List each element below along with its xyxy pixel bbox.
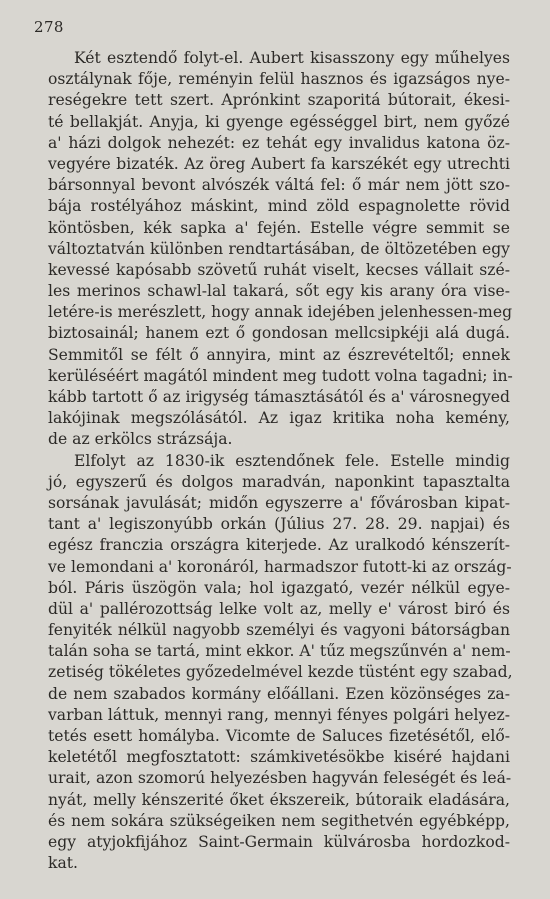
text-line: tant a' legiszonyúbb orkán (Július 27. 28. 29. napjai) és <box>48 515 510 534</box>
text-line: té bellakját. Anyja, ki gyenge egésséggel birt, nem győzé <box>48 112 510 131</box>
text-line: és nem sokára szükségeiken nem segithetvén egyébképp, <box>48 811 510 830</box>
text-line: vegyére bizaték. Az öreg Aubert fa karszékét egy utrechti <box>48 154 510 173</box>
paragraph-2 <box>48 451 513 875</box>
text-line: bája rostélyához máskint, mind zöld espagnolette rövid <box>48 197 510 216</box>
text-line: nyát, melly kénszerité őket ékszereik, bútoraik eladására, <box>48 790 510 809</box>
text-line: bársonnyal bevont alvószék váltá fel: ő már nem jött szo- <box>48 176 510 195</box>
text-line: zetiség tökéletes győzedelmével kezde tüstént egy szabad, <box>48 663 513 682</box>
text-line: les merinos schawl-lal takará, sőt egy kis arany óra vise- <box>48 282 510 301</box>
text-line: keletétől megfosztatott: számkivetésökbe kiséré hajdani <box>48 748 510 767</box>
text-line: Semmitől se félt ő annyira, mint az észrevételtől; ennek <box>48 345 510 364</box>
text-line: jó, egyszerű és dolgos maradván, naponkint tapasztalta <box>48 472 510 491</box>
text-line: dül a' pallérozottság lelke volt az, melly e' várost biró és <box>48 599 510 618</box>
text-line: reségekre tett szert. Aprónkint szaporitá bútorait, ékesi- <box>48 91 510 110</box>
text-line: de az erkölcs strázsája. <box>48 430 233 449</box>
text-line: kább tartott ő az irigység támasztásától és a' városnegyed <box>48 388 510 406</box>
text-line: Elfolyt az 1830-ik esztendőnek fele. Estelle mindig <box>74 451 510 470</box>
text-line: egész franczia országra kiterjede. Az uralkodó kénszerít- <box>48 536 510 555</box>
text-line: a' házi dolgok nehezét: ez tehát egy invalidus katona öz- <box>48 133 510 152</box>
text-line: ból. Páris üszögön vala; hol igazgató, vezér nélkül egye- <box>48 578 510 597</box>
text-line: urait, azon szomorú helyezésben hagyván feleségét és leá- <box>48 769 512 788</box>
text-line: változtatván különben rendtartásában, de öltözetében egy <box>48 239 510 258</box>
text-line: biztosainál; hanem ezt ő gondosan mellcsipkéji alá dugá. <box>48 324 510 343</box>
text-line: osztálynak fője, reményin felül hasznos és igazságos nye- <box>48 70 510 89</box>
text-line: varban láttuk, mennyi rang, mennyi fényes polgári helyez- <box>48 705 510 724</box>
text-line: letére-is merészlett, hogy annak idejében jelenhessen-meg <box>48 303 513 322</box>
text-line: köntösben, kék sapka a' fején. Estelle végre semmit se <box>48 218 510 237</box>
paragraph-1 <box>48 48 513 451</box>
page-number: 278 <box>34 18 64 36</box>
text-line: egy atyjokfijához Saint-Germain külvárosba hordozkod- <box>48 832 510 851</box>
text-line: ve lemondani a' koronáról, harmadszor futott-ki az ország- <box>48 557 512 576</box>
text-line: kat. <box>48 854 78 873</box>
text-line: talán soha se tartá, mint ekkor. A' tűz megszűnvén a' nem- <box>48 642 511 661</box>
text-line: kerüléséért magától mindent meg tudott volna tagadni; in- <box>48 366 513 385</box>
text-line: lakójinak megszólásától. Az igaz kritika noha kemény, <box>48 409 510 428</box>
text-line: tetés esett homályba. Vicomte de Saluces fizetésétől, elő- <box>48 727 510 745</box>
text-line: sorsának javulását; midőn egyszerre a' fővárosban kipat- <box>48 493 510 512</box>
text-line: kevessé kapósabb szövetű ruhát viselt, kecses vállait szé- <box>48 260 510 279</box>
body-text <box>48 48 513 874</box>
text-line: fenyiték nélkül nagyobb személyi és vagyoni bátorságban <box>48 621 510 640</box>
text-line: Két esztendő folyt-el. Aubert kisasszony egy műhelyes <box>74 49 510 67</box>
text-line: de nem szabados kormány előállani. Ezen közönséges za- <box>48 684 510 703</box>
